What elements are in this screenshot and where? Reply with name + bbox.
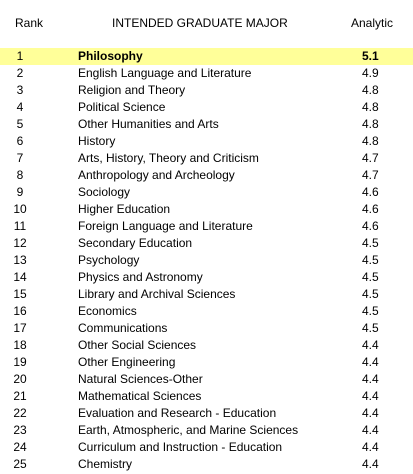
rank-cell: 17 <box>13 321 27 335</box>
rank-cell: 12 <box>13 236 27 250</box>
rank-cell: 9 <box>16 185 24 199</box>
rank-cell: 19 <box>13 355 27 369</box>
major-cell: Library and Archival Sciences <box>78 287 236 301</box>
major-cell: History <box>78 134 116 148</box>
analytic-score-cell: 4.9 <box>362 66 379 80</box>
analytic-column-header: Analytic <box>351 16 394 30</box>
analytic-score-cell: 4.5 <box>362 321 379 335</box>
major-cell: Natural Sciences-Other <box>78 372 203 386</box>
major-cell: Foreign Language and Literature <box>78 219 253 233</box>
analytic-score-cell: 4.4 <box>362 457 379 471</box>
table-row <box>0 303 413 320</box>
table-row <box>0 456 413 473</box>
table-row <box>0 218 413 235</box>
rank-cell: 24 <box>13 440 27 454</box>
major-cell: Curriculum and Instruction - Education <box>78 440 283 454</box>
table-row <box>0 65 413 82</box>
analytic-score-cell: 4.6 <box>362 185 379 199</box>
major-cell: Anthropology and Archeology <box>78 168 235 182</box>
rank-cell: 25 <box>13 457 27 471</box>
major-cell: Political Science <box>78 100 166 114</box>
rank-cell: 20 <box>13 372 27 386</box>
major-cell: Philosophy <box>78 49 143 63</box>
major-cell: Higher Education <box>78 202 171 216</box>
analytic-score-cell: 4.8 <box>362 100 379 114</box>
table-row <box>0 116 413 133</box>
analytic-score-cell: 4.4 <box>362 389 379 403</box>
analytic-score-cell: 4.5 <box>362 236 379 250</box>
major-cell: Psychology <box>78 253 140 267</box>
major-cell: Physics and Astronomy <box>78 270 203 284</box>
rank-cell: 5 <box>16 117 24 131</box>
major-cell: Evaluation and Research - Education <box>78 406 277 420</box>
analytic-score-cell: 4.8 <box>362 83 379 97</box>
major-column-header: INTENDED GRADUATE MAJOR <box>112 16 288 30</box>
table-row <box>0 201 413 218</box>
major-cell: Other Social Sciences <box>78 338 197 352</box>
table-row <box>0 133 413 150</box>
table-row <box>0 82 413 99</box>
rank-cell: 15 <box>13 287 27 301</box>
rank-cell: 4 <box>16 100 24 114</box>
rank-cell: 1 <box>16 49 24 63</box>
rank-cell: 3 <box>16 83 24 97</box>
table-row <box>0 354 413 371</box>
analytic-score-cell: 4.4 <box>362 338 379 352</box>
analytic-score-cell: 4.8 <box>362 134 379 148</box>
table-row <box>0 48 413 65</box>
table-row <box>0 150 413 167</box>
rank-cell: 11 <box>13 219 27 233</box>
analytic-score-cell: 4.4 <box>362 440 379 454</box>
table-row <box>0 422 413 439</box>
major-cell: Religion and Theory <box>78 83 186 97</box>
table-row <box>0 286 413 303</box>
major-cell: Earth, Atmospheric, and Marine Sciences <box>78 423 299 437</box>
table-row <box>0 269 413 286</box>
major-cell: Other Humanities and Arts <box>78 117 219 131</box>
table-body <box>0 48 413 473</box>
major-cell: Arts, History, Theory and Criticism <box>78 151 259 165</box>
major-cell: Economics <box>78 304 137 318</box>
rank-cell: 14 <box>13 270 27 284</box>
analytic-score-cell: 4.4 <box>362 406 379 420</box>
table-row <box>0 439 413 456</box>
table-row <box>0 320 413 337</box>
rank-cell: 8 <box>16 168 24 182</box>
rank-cell: 21 <box>13 389 27 403</box>
table-header <box>0 10 413 34</box>
analytic-score-cell: 4.6 <box>362 219 379 233</box>
analytic-score-cell: 5.1 <box>362 49 379 63</box>
analytic-score-cell: 4.5 <box>362 253 379 267</box>
rank-cell: 23 <box>13 423 27 437</box>
rank-column-header: Rank <box>15 16 44 30</box>
major-cell: Communications <box>78 321 168 335</box>
analytic-score-cell: 4.5 <box>362 270 379 284</box>
analytic-score-cell: 4.4 <box>362 372 379 386</box>
major-cell: Sociology <box>78 185 131 199</box>
table-row <box>0 252 413 269</box>
major-cell: English Language and Literature <box>78 66 252 80</box>
major-cell: Other Engineering <box>78 355 176 369</box>
analytic-score-cell: 4.4 <box>362 355 379 369</box>
major-cell: Chemistry <box>78 457 133 471</box>
rank-cell: 16 <box>13 304 27 318</box>
analytic-score-cell: 4.7 <box>362 168 379 182</box>
rank-cell: 6 <box>16 134 24 148</box>
major-cell: Secondary Education <box>78 236 193 250</box>
table-row <box>0 99 413 116</box>
rank-cell: 18 <box>13 338 27 352</box>
analytic-score-cell: 4.7 <box>362 151 379 165</box>
analytic-score-cell: 4.5 <box>362 287 379 301</box>
table-row <box>0 167 413 184</box>
table-row <box>0 235 413 252</box>
table-row <box>0 371 413 388</box>
table-row <box>0 337 413 354</box>
rank-cell: 22 <box>13 406 27 420</box>
rank-cell: 10 <box>13 202 27 216</box>
table-row <box>0 388 413 405</box>
analytic-score-cell: 4.6 <box>362 202 379 216</box>
table-row <box>0 184 413 201</box>
major-cell: Mathematical Sciences <box>78 389 202 403</box>
analytic-score-cell: 4.5 <box>362 304 379 318</box>
table-row <box>0 405 413 422</box>
rank-cell: 13 <box>13 253 27 267</box>
analytic-score-cell: 4.8 <box>362 117 379 131</box>
analytic-score-cell: 4.4 <box>362 423 379 437</box>
rank-cell: 2 <box>16 66 24 80</box>
rank-cell: 7 <box>16 151 24 165</box>
